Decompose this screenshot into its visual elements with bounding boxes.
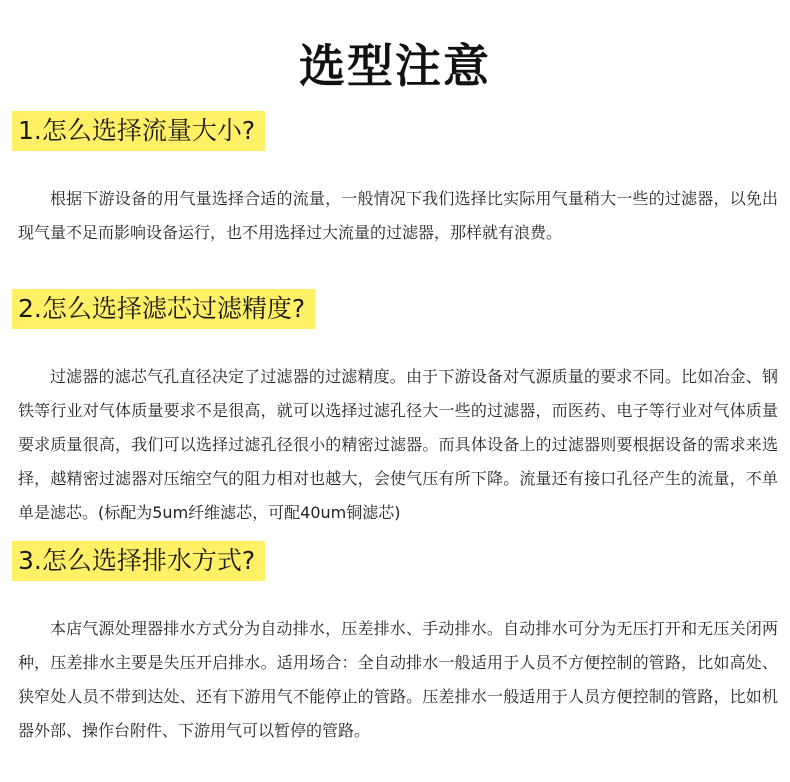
section-1-heading: 1.怎么选择流量大小? [12, 111, 265, 151]
page-title: 选型注意 [299, 39, 491, 93]
section-1-paragraph: 根据下游设备的用气量选择合适的流量，一般情况下我们选择比实际用气量稍大一些的过滤器，以免出现气量不足而影响设备运行，也不用选择过大流量的过滤器，那样就有浪费。 [18, 189, 778, 242]
section-2-paragraph: 过滤器的滤芯气孔直径决定了过滤器的过滤精度。由于下游设备对气源质量的要求不同。比如冶金、钢铁等行业对气体质量要求不是很高，就可以选择过滤孔径大一些的过滤器，而医药、电子等行业对气体质量要求质量很高，我们可以选择过滤孔径很小的精密过滤器。而具体设备上的过滤器则要根据设备的需求来选择，越精密过滤器对压缩空气的阻力相对也越大，会使气压有所下降。流量还有接口孔径产生的流量，不单单是滤芯。(标配为5um纤维滤芯，可配40um铜滤芯) [18, 367, 778, 522]
section-3-heading: 3.怎么选择排水方式? [12, 541, 265, 581]
section-3-paragraph: 本店气源处理器排水方式分为自动排水，压差排水、手动排水。自动排水可分为无压打开和无压关闭两种，压差排水主要是失压开启排水。适用场合：全自动排水一般适用于人员不方便控制的管路，比如高处、狭窄处人员不带到达处、还有下游用气不能停止的管路。压差排水一般适用于人员方便控制的管路，比如机器外部、操作台附件、下游用气可以暂停的管路。 [18, 619, 778, 740]
section-2-heading: 2.怎么选择滤芯过滤精度? [12, 289, 315, 329]
